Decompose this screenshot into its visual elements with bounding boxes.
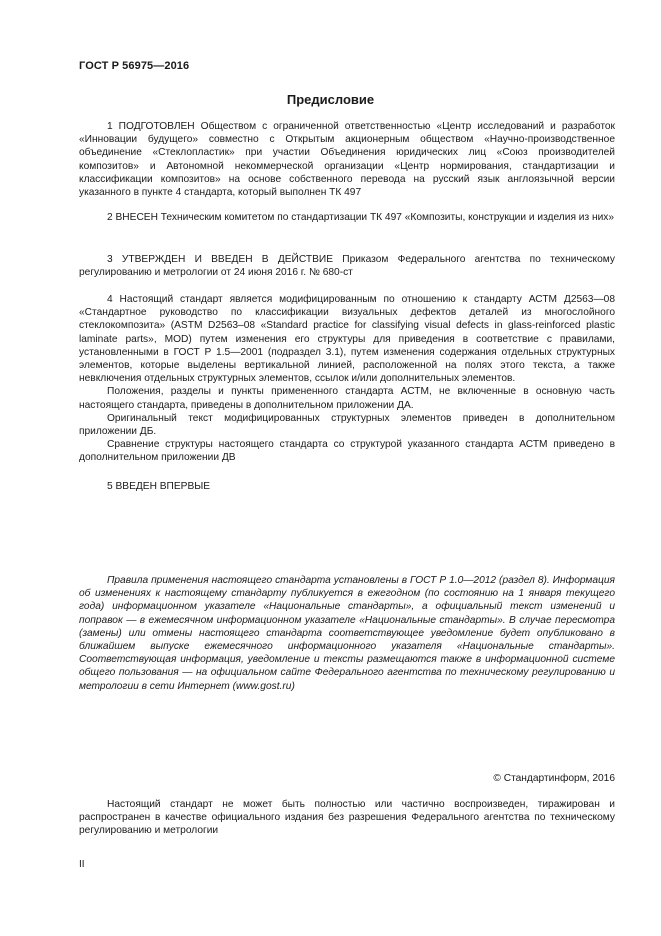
page-title: Предисловие [286,92,375,107]
section-3-text: 3 УТВЕРЖДЕН И ВВЕДЕН В ДЕЙСТВИЕ Приказом Федерального агентства по техническому регулированию и метрологии от 24 июня 2016 г. № 680-ст [79,254,615,279]
standard-code: ГОСТ Р 56975—2016 [79,60,190,72]
page-number: II [79,859,85,870]
reproduction-notice-text: Настоящий стандарт не может быть полностью или частично воспроизведен, тиражирован и распространен в качестве официального издания без разрешения Федерального агентства по техническому регулированию и метрологии [79,799,615,837]
section-1-text: 1 ПОДГОТОВЛЕН Обществом с ограниченной ответственностью «Центр исследований и разработок «Инновации будущего» совместно с Открытым акционерным обществом «Научно-производственное объединение «Стеклопластик» при участии Объединения юридических лиц «Союз производителей композитов» и Автономной некоммерческой организации «Центр нормирования, стандартизации и классификации композитов» на основе собственного перевода на русский язык англоязычной версии указанного в пункте 4 стандарта, который выполнен ТК 497 [79,121,615,199]
section-4 [79,293,615,465]
section-4-paragraph-3: Оригинальный текст модифицированных структурных элементов приведен в дополнительном приложении ДБ. [79,412,615,438]
rules-note [79,574,615,693]
section-5 [79,480,615,493]
copyright-notice: © Стандартинформ, 2016 [493,773,615,784]
section-3 [79,253,615,279]
section-4-paragraph-2: Положения, разделы и пункты примененного стандарта АСТМ, не включенные в основную часть настоящего стандарта, приведены в дополнительном приложении ДА. [79,386,615,411]
section-4-paragraph-1: 4 Настоящий стандарт является модифицированным по отношению к стандарту АСТМ Д2563—08 «Стандартное руководство по классификации визуальных дефектов деталей из многослойного стеклокомпозита» (ASTM D2563–08 «Standard practice for classifying visual defects in glass-reinforced plastic laminate parts», MOD) путем изменения его структуры для приведения в соответствие с правилами, установленными в ГОСТ Р 1.5—2001 (подраздел 3.1), путем изменения содержания отдельных структурных элементов, которые выделены вертикальной линией, расположенной на полях этого текста, а также невключения отдельных структурных элементов, ссылок и/или дополнительных элементов. [79,294,615,385]
section-4-paragraph-4: Сравнение структуры настоящего стандарта со структурой указанного стандарта АСТМ приведено в дополнительном приложении ДВ [79,439,615,464]
section-1 [79,120,615,199]
reproduction-notice [79,798,615,838]
section-5-text: 5 ВВЕДЕН ВПЕРВЫЕ [107,481,211,492]
rules-note-text: Правила применения настоящего стандарта установлены в ГОСТ Р 1.0—2012 (раздел 8). Информация об изменениях к настоящему стандарту публикуется в ежегодном (по состоянию на 1 января текущего года) информационном указателе «Национальные стандарты», а официальный текст изменений и поправок — в ежемесячном информационном указателе «Национальные стандарты». В случае пересмотра (замены) или отмены настоящего стандарта соответствующее уведомление будет опубликовано в ближайшем выпуске ежемесячного информационного указателя «Национальные стандарты». Соответствующая информация, уведомление и тексты размещаются также в информационной системе общего пользования — на официальном сайте Федерального агентства по техническому регулированию и метрологии в сети Интернет (www.gost.ru) [79,575,615,692]
section-2-text: 2 ВНЕСЕН Техническим комитетом по стандартизации ТК 497 «Композиты, конструкции и изделия из них» [107,212,615,223]
section-2 [79,211,615,224]
